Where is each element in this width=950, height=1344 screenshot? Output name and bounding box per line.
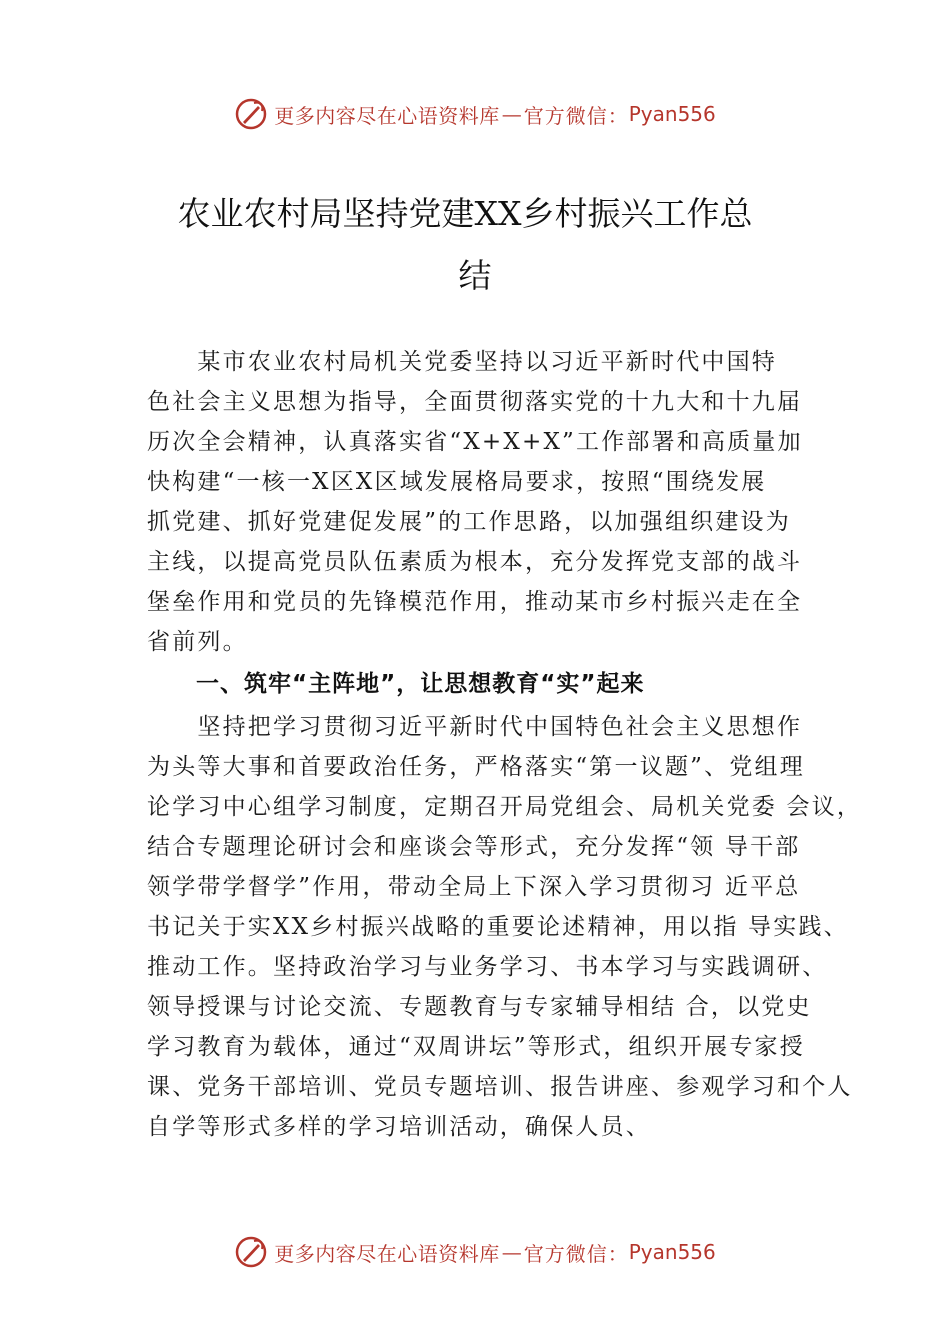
document-title-line-1: 农业农村局坚持党建XX乡村振兴工作总 (177, 194, 753, 233)
watermark-banner-top (0, 94, 950, 134)
paragraph-line: 书记关于实XX乡村振兴战略的重要论述精神，用以指 导实践、 (147, 914, 849, 940)
paragraph-line: 课、党务干部培训、党员专题培训、报告讲座、参观学习和个人 (147, 1074, 853, 1100)
paragraph-line: 快构建“一核一X区X区域发展格局要求，按照“围绕发展 (147, 469, 767, 495)
paragraph-line: 主线，以提高党员队伍素质为根本，充分发挥党支部的战斗 (147, 549, 803, 575)
paragraph-line: 结合专题理论研讨会和座谈会等形式，充分发挥“领 导干部 (147, 834, 801, 860)
paragraph-line: 自学等形式多样的学习培训活动，确保人员、 (147, 1114, 651, 1140)
paragraph-line: 领导授课与讨论交流、专题教育与专家辅导相结 合，以党史 (147, 994, 812, 1020)
paragraph-line: 色社会主义思想为指导，全面贯彻落实党的十九大和十九届 (147, 389, 803, 415)
quill-logo-icon (234, 1235, 268, 1269)
watermark-text: 更多内容尽在心语资料库 (274, 103, 500, 128)
paragraph-line: 抓党建、抓好党建促发展”的工作思路，以加强组织建设为 (147, 509, 791, 535)
paragraph-line: 领学带学督学”作用，带动全局上下深入学习贯彻习 近平总 (147, 874, 801, 900)
quill-logo-icon (234, 97, 268, 131)
watermark-separator: — (501, 1240, 522, 1264)
document-title-line-2: 结 (458, 256, 492, 295)
watermark-label: 官方微信： (523, 103, 629, 128)
paragraph-intro (147, 342, 837, 662)
paragraph-line: 坚持把学习贯彻习近平新时代中国特色社会主义思想作 (147, 714, 803, 740)
paragraph-line: 堡垒作用和党员的先锋模范作用，推动某市乡村振兴走在全 (147, 589, 803, 615)
watermark-label: 官方微信： (523, 1241, 629, 1266)
watermark-banner-bottom (0, 1232, 950, 1272)
paragraph-line: 为头等大事和首要政治任务，严格落实“第一议题”、党组理 (147, 754, 805, 780)
watermark-id: Pyan556 (628, 1240, 716, 1264)
paragraph-line: 省前列。 (147, 629, 248, 655)
paragraph-line: 学习教育为载体，通过“双周讲坛”等形式，组织开展专家授 (147, 1034, 805, 1060)
paragraph-line: 某市农业农村局机关党委坚持以习近平新时代中国特 (147, 349, 777, 375)
section-heading-1: 一、筑牢“主阵地”，让思想教育“实”起来 (196, 671, 645, 697)
paragraph-section-1 (147, 707, 863, 1147)
watermark-id: Pyan556 (628, 102, 716, 126)
paragraph-line: 论学习中心组学习制度，定期召开局党组会、局机关党委 会议， (147, 794, 863, 820)
watermark-text: 更多内容尽在心语资料库 (274, 1241, 500, 1266)
paragraph-line: 推动工作。坚持政治学习与业务学习、书本学习与实践调研、 (147, 954, 828, 980)
paragraph-line: 历次全会精神，认真落实省“X+X+X”工作部署和高质量加 (147, 429, 803, 455)
watermark-separator: — (501, 102, 522, 126)
